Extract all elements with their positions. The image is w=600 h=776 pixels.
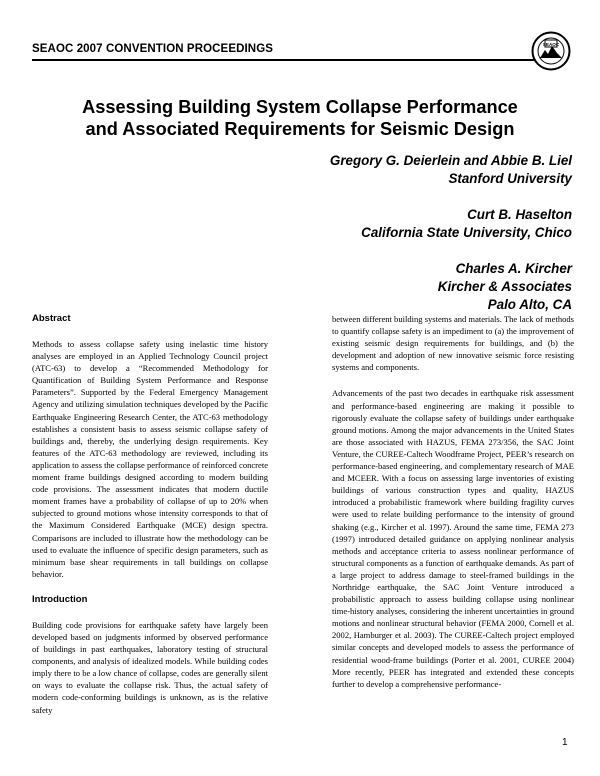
author-group xyxy=(330,206,572,242)
header-divider xyxy=(32,59,534,61)
paper-title xyxy=(60,96,540,140)
logo-text: SEAOC xyxy=(542,42,560,47)
right-column xyxy=(332,313,574,690)
author-group xyxy=(330,260,572,314)
introduction-paragraph-1: Building code provisions for earthquake safety have largely been developed based on judgments informed by observed performance of buildings in past earthquakes, laboratory testing of structural components, and analysis of idealized models. While building codes imply there to be a low chance of collapse, codes are generally silent on ways to evaluate the collapse risk. Thus, the actual safety of modern code-conforming buildings is unknown, as is the relative safety xyxy=(32,619,268,715)
proceedings-header: SEAOC 2007 CONVENTION PROCEEDINGS xyxy=(32,43,274,55)
author-names: Gregory G. Deierlein and Abbie B. Liel xyxy=(329,153,572,168)
introduction-paragraph-1-continued: between different building systems and materials. The lack of methods to quantify collapse safety is an impediment to (a) the improvement of existing seismic design requirements for buildings, and (b) the development and adoption of new innovative seismic force resisting systems and components. xyxy=(332,314,574,373)
author-affiliation: California State University, Chico xyxy=(361,225,572,240)
abstract-text: Methods to assess collapse safety using inelastic time history analyses are employed in an Applied Technology Council project (ATC-63) to develop a “Recommended Methodology for Quantification of Building System Performance and Response Parameters”. Supported by the Federal Emergency Management Agency and utilizing simulation techniques developed by the Pacific Earthquake Engineering Research Center, the ATC-63 methodology establishes a consistent basis to assess seismic collapse safety of buildings and, thereby, the underlying design requirements. Key features of the ATC-63 methodology are reviewed, including its application to assess the collapse performance of reinforced concrete moment frame buildings designed according to modern building code provisions. The assessment indicates that modern ductile moment frames have a probability of collapse of up to 20% when subjected to ground motions whose intensity corresponds to that of the Maximum Considered Earthquake (MCE) design spectra. Comparisons are included to illustrate how the methodology can be used to evaluate the influence of specific design parameters, such as minimum base shear requirements in tall buildings on collapse behavior. xyxy=(32,339,268,579)
page-number: 1 xyxy=(562,737,568,748)
abstract-heading: Abstract xyxy=(32,313,71,324)
author-affiliation: Kircher & Associates xyxy=(437,279,572,294)
introduction-paragraph-2: Advancements of the past two decades in earthquake risk assessment and performance-based engineering are making it possible to rigorously evaluate the collapse safety of buildings under earthquake ground motions. Among the major advancements in the United States are those associated with HAZUS, FEMA 273/356, the SAC Joint Venture, the CUREE-Caltech Woodframe Project, PEER’s research on performance-based engineering, and complementary research of MAE and MCEER. With a focus on assessing large inventories of existing buildings of various construction types and quality, HAZUS introduced a probabilistic framework where building fragility curves were used to relate building performance to the intensity of ground shaking (e.g., Kircher et al. 1997). Around the same time, FEMA 273 (1997) introduced detailed guidance on applying nonlinear analysis methods and acceptance criteria to assess nonlinear performance of structural components as a function of earthquake demands. As part of a large project to address damage to steel-framed buildings in the Northridge earthquake, the SAC Joint Venture introduced a probabilistic approach to assess building collapse using nonlinear time-history analyses, considering the inherent uncertainties in ground motions and nonlinear structural behavior (FEMA 2000, Cornell et al. 2002, Hamburger et al. 2003). The CUREE-Caltech project employed similar concepts and developed models to assess the performance of residential wood-frame buildings (Porter et al. 2001, CUREE 2004) More recently, PEER has integrated and extended these concepts further to develop a comprehensive performance- xyxy=(332,388,574,689)
left-column xyxy=(32,313,268,716)
introduction-heading: Introduction xyxy=(32,593,88,605)
paper-title-line-1: Assessing Building System Collapse Performance xyxy=(82,97,518,117)
author-names: Charles A. Kircher xyxy=(455,261,572,276)
seaoc-seal-icon xyxy=(531,31,571,71)
author-block xyxy=(330,152,572,314)
author-group xyxy=(330,152,572,188)
author-affiliation: Stanford University xyxy=(448,171,572,186)
paper-title-line-2: and Associated Requirements for Seismic Design xyxy=(85,119,515,139)
author-names: Curt B. Haselton xyxy=(467,207,572,222)
author-location: Palo Alto, CA xyxy=(487,297,572,312)
